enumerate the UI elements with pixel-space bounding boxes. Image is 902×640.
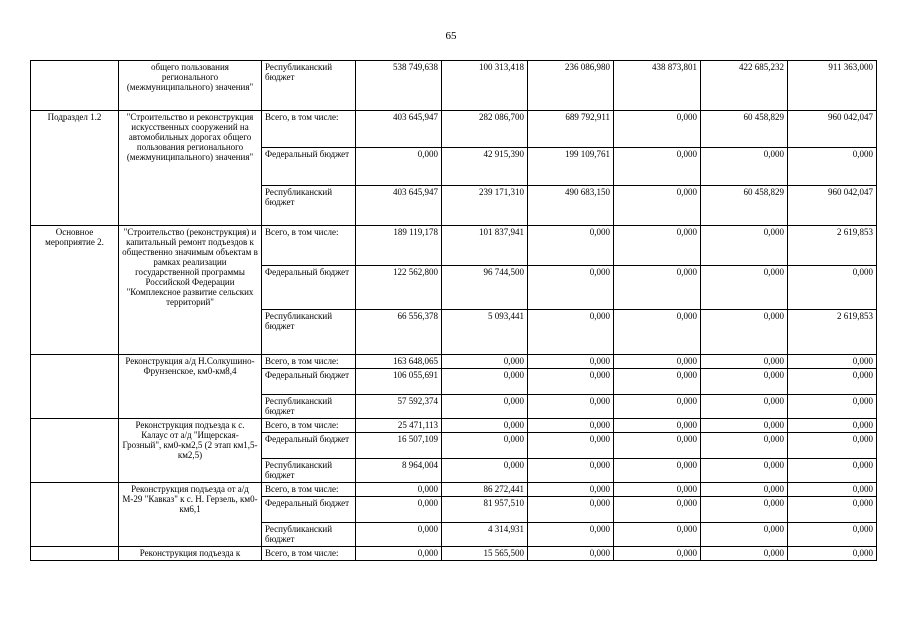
value-cell: 0,000 (356, 547, 442, 561)
value-cell: 42 915,390 (442, 148, 528, 186)
funding-source-cell: Всего, в том числе: (262, 547, 356, 561)
value-cell: 0,000 (614, 459, 701, 483)
value-cell: 239 171,310 (442, 186, 528, 226)
value-cell: 0,000 (528, 497, 614, 523)
value-cell: 0,000 (701, 369, 788, 395)
value-cell: 0,000 (788, 433, 877, 459)
value-cell: 0,000 (356, 148, 442, 186)
value-cell: 0,000 (614, 186, 701, 226)
value-cell: 0,000 (528, 419, 614, 433)
value-cell: 0,000 (528, 310, 614, 355)
value-cell: 100 313,418 (442, 61, 528, 111)
table-row (31, 61, 877, 111)
value-cell: 81 957,510 (442, 497, 528, 523)
value-cell: 106 055,691 (356, 369, 442, 395)
budget-table-body (31, 61, 877, 561)
value-cell: 0,000 (701, 497, 788, 523)
description-cell: Реконструкция подъезда от а/д М-29 "Кавказ" к с. Н. Герзель, км0-км6,1 (119, 483, 262, 547)
table-row (31, 226, 877, 266)
value-cell: 0,000 (442, 395, 528, 419)
value-cell: 0,000 (614, 369, 701, 395)
funding-source-cell: Федеральный бюджет (262, 433, 356, 459)
value-cell: 422 685,232 (701, 61, 788, 111)
value-cell: 0,000 (788, 497, 877, 523)
value-cell: 0,000 (614, 523, 701, 547)
value-cell: 86 272,441 (442, 483, 528, 497)
funding-source-cell: Федеральный бюджет (262, 148, 356, 186)
value-cell: 0,000 (788, 419, 877, 433)
funding-source-cell: Федеральный бюджет (262, 497, 356, 523)
funding-source-cell: Республиканский бюджет (262, 310, 356, 355)
value-cell: 16 507,109 (356, 433, 442, 459)
value-cell: 0,000 (528, 395, 614, 419)
funding-source-cell: Республиканский бюджет (262, 61, 356, 111)
table-row (31, 111, 877, 148)
value-cell: 0,000 (701, 355, 788, 369)
value-cell: 0,000 (788, 483, 877, 497)
value-cell: 0,000 (788, 523, 877, 547)
funding-source-cell: Республиканский бюджет (262, 186, 356, 226)
value-cell: 0,000 (614, 497, 701, 523)
value-cell: 2 619,853 (788, 310, 877, 355)
value-cell: 2 619,853 (788, 226, 877, 266)
table-row (31, 483, 877, 497)
value-cell: 0,000 (442, 419, 528, 433)
value-cell: 0,000 (614, 355, 701, 369)
value-cell: 0,000 (788, 395, 877, 419)
section-cell: Основное мероприятие 2. (31, 226, 119, 355)
value-cell: 0,000 (788, 266, 877, 310)
budget-table (30, 60, 877, 561)
value-cell: 0,000 (356, 523, 442, 547)
description-cell: Реконструкция подъезда к (119, 547, 262, 561)
value-cell: 0,000 (356, 483, 442, 497)
value-cell: 0,000 (614, 433, 701, 459)
funding-source-cell: Республиканский бюджет (262, 459, 356, 483)
value-cell: 0,000 (788, 369, 877, 395)
value-cell: 490 683,150 (528, 186, 614, 226)
funding-source-cell: Всего, в том числе: (262, 111, 356, 148)
value-cell: 0,000 (701, 459, 788, 483)
value-cell: 0,000 (701, 547, 788, 561)
value-cell: 403 645,947 (356, 111, 442, 148)
value-cell: 199 109,761 (528, 148, 614, 186)
table-row (31, 355, 877, 369)
value-cell: 4 314,931 (442, 523, 528, 547)
value-cell: 0,000 (701, 433, 788, 459)
section-cell (31, 61, 119, 111)
value-cell: 0,000 (356, 497, 442, 523)
value-cell: 438 873,801 (614, 61, 701, 111)
funding-source-cell: Федеральный бюджет (262, 266, 356, 310)
value-cell: 0,000 (701, 310, 788, 355)
table-row (31, 547, 877, 561)
value-cell: 0,000 (701, 523, 788, 547)
value-cell: 0,000 (614, 419, 701, 433)
value-cell: 5 093,441 (442, 310, 528, 355)
section-cell (31, 547, 119, 561)
value-cell: 960 042,047 (788, 186, 877, 226)
value-cell: 0,000 (528, 369, 614, 395)
description-cell: Реконструкция а/д Н.Солкушино-Фрунзенское, км0-км8,4 (119, 355, 262, 419)
value-cell: 0,000 (442, 433, 528, 459)
funding-source-cell: Всего, в том числе: (262, 483, 356, 497)
value-cell: 66 556,378 (356, 310, 442, 355)
value-cell: 8 964,004 (356, 459, 442, 483)
funding-source-cell: Республиканский бюджет (262, 523, 356, 547)
value-cell: 0,000 (614, 266, 701, 310)
value-cell: 0,000 (788, 547, 877, 561)
value-cell: 163 648,065 (356, 355, 442, 369)
section-cell: Подраздел 1.2 (31, 111, 119, 226)
value-cell: 538 749,638 (356, 61, 442, 111)
value-cell: 0,000 (788, 355, 877, 369)
funding-source-cell: Всего, в том числе: (262, 419, 356, 433)
section-cell (31, 419, 119, 483)
funding-source-cell: Всего, в том числе: (262, 226, 356, 266)
value-cell: 0,000 (701, 266, 788, 310)
value-cell: 0,000 (614, 226, 701, 266)
value-cell: 0,000 (528, 459, 614, 483)
description-cell: "Строительство (реконструкция) и капитальный ремонт подъездов к общественно значимым объектам в рамках реализации государственной программы Российской Федерации "Комплексное развитие сельских территорий" (119, 226, 262, 355)
value-cell: 0,000 (528, 547, 614, 561)
value-cell: 0,000 (614, 483, 701, 497)
value-cell: 0,000 (528, 433, 614, 459)
value-cell: 0,000 (788, 459, 877, 483)
description-cell: общего пользования регионального (межмуниципального) значения" (119, 61, 262, 111)
value-cell: 0,000 (614, 111, 701, 148)
page-number: 65 (445, 30, 457, 42)
value-cell: 0,000 (528, 523, 614, 547)
value-cell: 0,000 (442, 355, 528, 369)
value-cell: 0,000 (701, 395, 788, 419)
value-cell: 189 119,178 (356, 226, 442, 266)
value-cell: 689 792,911 (528, 111, 614, 148)
value-cell: 0,000 (442, 369, 528, 395)
value-cell: 122 562,800 (356, 266, 442, 310)
section-cell (31, 483, 119, 547)
description-cell: "Строительство и реконструкция искусственных сооружений на автомобильных дорогах общего пользования регионального (межмуниципального) значения" (119, 111, 262, 226)
value-cell: 0,000 (442, 459, 528, 483)
value-cell: 101 837,941 (442, 226, 528, 266)
value-cell: 96 744,500 (442, 266, 528, 310)
value-cell: 0,000 (614, 310, 701, 355)
value-cell: 0,000 (528, 355, 614, 369)
value-cell: 282 086,700 (442, 111, 528, 148)
value-cell: 403 645,947 (356, 186, 442, 226)
value-cell: 911 363,000 (788, 61, 877, 111)
value-cell: 0,000 (788, 148, 877, 186)
value-cell: 25 471,113 (356, 419, 442, 433)
value-cell: 0,000 (701, 483, 788, 497)
value-cell: 60 458,829 (701, 111, 788, 148)
value-cell: 0,000 (701, 148, 788, 186)
value-cell: 0,000 (701, 226, 788, 266)
funding-source-cell: Всего, в том числе: (262, 355, 356, 369)
value-cell: 0,000 (614, 148, 701, 186)
value-cell: 0,000 (528, 266, 614, 310)
description-cell: Реконструкция подъезда к с. Калаус от а/д "Ищерская-Грозный", км0-км2,5 (2 этап км1,5-км2,5) (119, 419, 262, 483)
table-row (31, 419, 877, 433)
funding-source-cell: Республиканский бюджет (262, 395, 356, 419)
value-cell: 0,000 (614, 547, 701, 561)
value-cell: 60 458,829 (701, 186, 788, 226)
value-cell: 0,000 (528, 483, 614, 497)
value-cell: 0,000 (528, 226, 614, 266)
value-cell: 15 565,500 (442, 547, 528, 561)
value-cell: 0,000 (614, 395, 701, 419)
value-cell: 960 042,047 (788, 111, 877, 148)
value-cell: 57 592,374 (356, 395, 442, 419)
section-cell (31, 355, 119, 419)
value-cell: 236 086,980 (528, 61, 614, 111)
value-cell: 0,000 (701, 419, 788, 433)
funding-source-cell: Федеральный бюджет (262, 369, 356, 395)
